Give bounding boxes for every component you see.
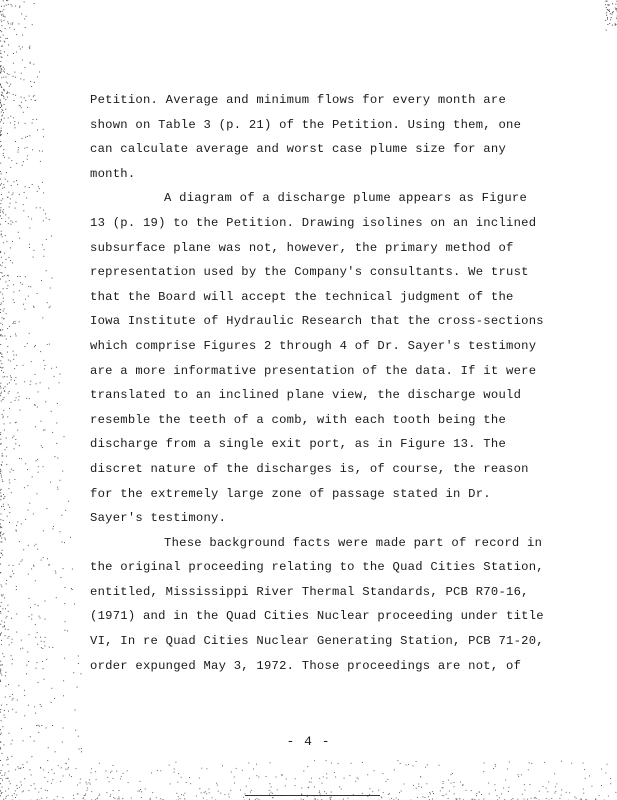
text-line: A diagram of a discharge plume appears as Figure xyxy=(164,191,528,206)
text-line: discret nature of the discharges is, of course, the reason xyxy=(90,461,529,476)
text-line: Iowa Institute of Hydraulic Research that the cross-sections xyxy=(90,314,544,329)
text-line: Petition. Average and minimum flows for every month are xyxy=(90,93,507,107)
text-line: the original proceeding relating to the Quad Cities Station, xyxy=(90,560,544,575)
text-line: translated to an inclined plane view, the discharge would xyxy=(90,388,522,403)
text-line: representation used by the Company's consultants. We trust xyxy=(90,265,529,280)
text-line: entitled, Mississippi River Thermal Standards, PCB R70-16, xyxy=(90,584,529,599)
text-line: shown on Table 3 (p. 21) of the Petition. Using them, one xyxy=(90,117,522,132)
text-line: order expunged May 3, 1972. Those proceedings are not, of xyxy=(90,658,522,673)
paragraph-3 xyxy=(90,531,544,679)
text-line: which comprise Figures 2 through 4 of Dr. Sayer's testimony xyxy=(90,338,537,353)
text-line: resemble the teeth of a comb, with each tooth being the xyxy=(90,412,507,427)
text-line: are a more informative presentation of the data. If it were xyxy=(90,363,537,378)
text-line: VI, In re Quad Cities Nuclear Generating Station, PCB 71-20, xyxy=(90,634,544,649)
text-line: Sayer's testimony. xyxy=(90,511,227,526)
paragraph-2 xyxy=(90,186,544,530)
text-line: (1971) and in the Quad Cities Nuclear proceeding under title xyxy=(90,609,544,624)
text-line: discharge from a single exit port, as in Figure 13. The xyxy=(90,437,507,452)
text-line: that the Board will accept the technical judgment of the xyxy=(90,289,514,304)
text-line: These background facts were made part of record in xyxy=(164,535,543,550)
text-line: can calculate average and worst case plume size for any xyxy=(90,142,507,157)
text-line: for the extremely large zone of passage stated in Dr. xyxy=(90,486,491,501)
document-body xyxy=(90,88,544,678)
bottom-scan-line xyxy=(245,795,380,796)
text-line: month. xyxy=(90,166,136,181)
page-number: - 4 - xyxy=(286,734,331,749)
text-line: 13 (p. 19) to the Petition. Drawing isolines on an inclined xyxy=(90,215,537,230)
paragraph-1 xyxy=(90,88,540,186)
text-line: subsurface plane was not, however, the primary method of xyxy=(90,240,514,255)
